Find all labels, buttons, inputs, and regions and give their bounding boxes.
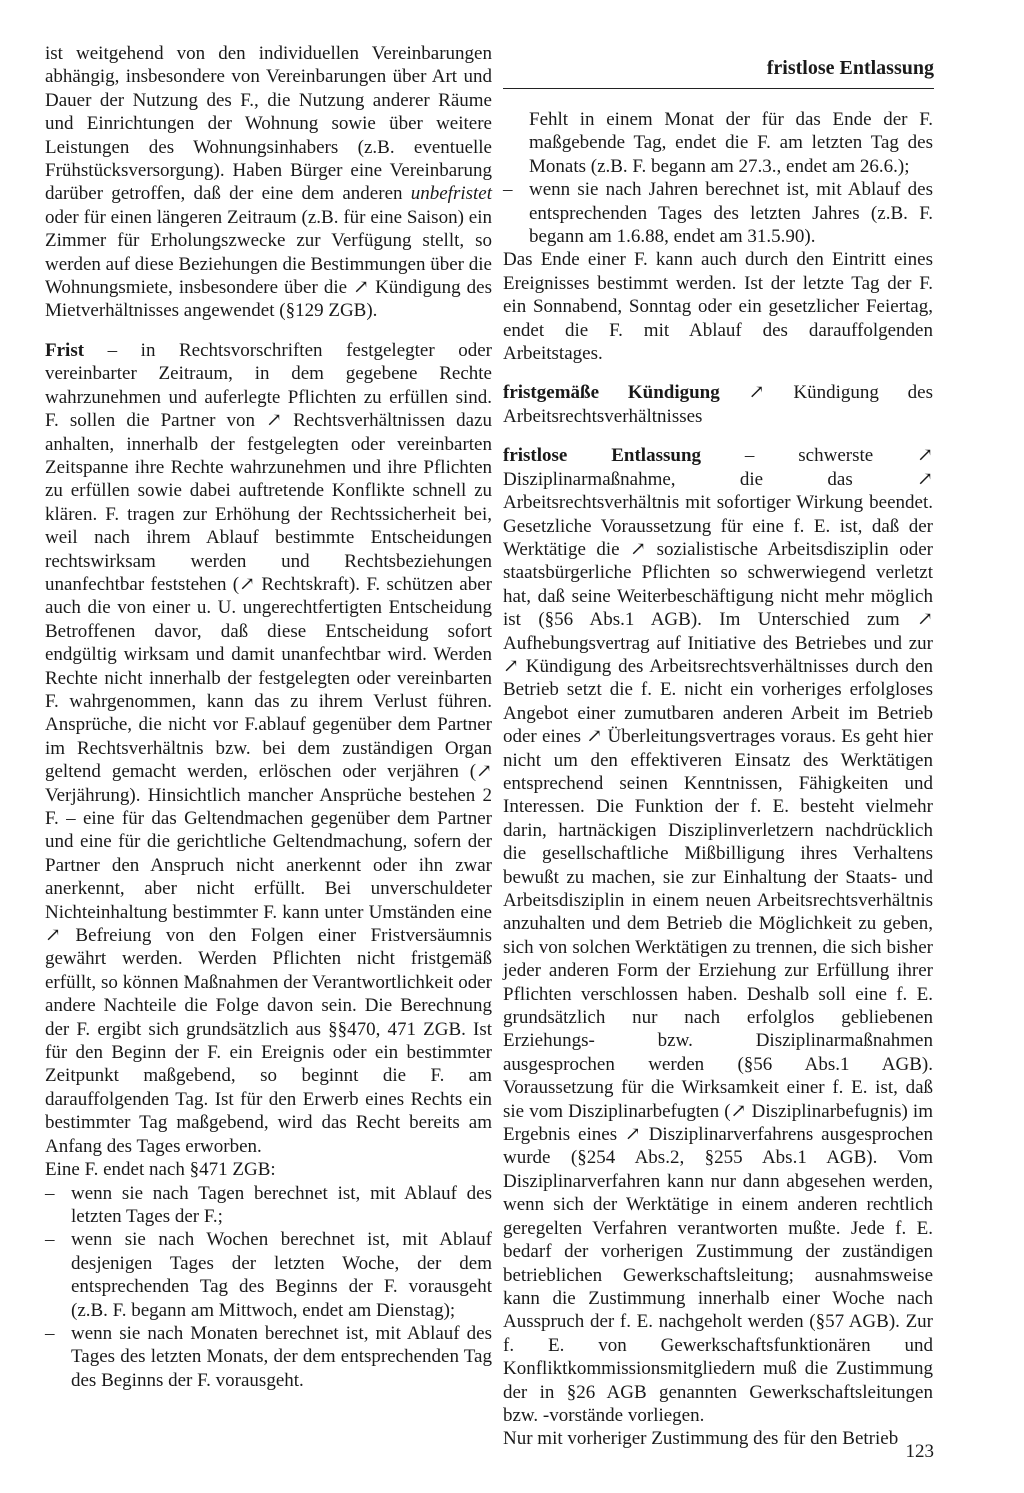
header-rule xyxy=(503,88,934,89)
spacer xyxy=(503,428,933,444)
page-number: 123 xyxy=(905,1441,934,1462)
paragraph-end-of-period: Das Ende einer F. kann auch durch den Eintritt eines Ereignisses bestimmt werden. Ist der letzte Tag der F. ein Sonnabend, Sonntag oder ein gesetzlicher Feiertag, endet die F. mit Ablauf des darauffolgenden Arbeitstages. xyxy=(503,249,933,365)
entry-fristlose-entlassung xyxy=(503,444,933,1427)
entry-body-fristlose-entlassung: – schwerste ↗ Disziplinarmaßnahme, die das ↗ Arbeitsrechtsverhältnis mit sofortiger Wirkung beendet. Gesetzliche Voraussetzung für eine f. E. ist, daß der Werktätige die ↗ sozialistische Arbeitsdisziplin oder staatsbürgerliche Pflichten so schwerwiegend verletzt hat, daß seine Weiterbeschäftigung nicht mehr möglich ist (§56 Abs.1 AGB). Im Unterschied zum ↗ Aufhebungsvertrag auf Initiative des Betriebes und zur ↗ Kündigung des Arbeitsrechtsverhältnisses durch den Betrieb setzt die f. E. nicht ein vorheriges erfolgloses Angebot einer zumutbaren anderen Arbeit im Betrieb oder eines ↗ Überleitungsvertrages voraus. Es geht hier nicht um den effektiveren Einsatz des Werktätigen entsprechend seinen Kenntnissen, Fähigkeiten und Interessen. Die Funktion der f. E. besteht vielmehr darin, hartnäckigen Disziplinverletzern nachdrücklich die gesellschaftliche Mißbilligung ihres Verhaltens bewußt zu machen, sie zur Einhaltung der Staats- und Arbeitsdisziplin in einem neuen Arbeitsrechtsverhältnis anzuhalten und dem Betrieb die Möglichkeit zu geben, sich von solchen Werktätigen zu trennen, die sich bisher jeder anderen Form der Erziehung zur Erfüllung ihrer Pflichten verschlossen haben. Deshalb soll eine f. E. grundsätzlich nur nach erfolglos gebliebenen Erziehungs- bzw. Disziplinarmaßnahmen ausgesprochen werden (§56 Abs.1 AGB). Voraussetzung für die Wirksamkeit einer f. E. ist, daß sie vom Disziplinarbefugten (↗ Disziplinarbefugnis) im Ergebnis eines ↗ Disziplinarverfahrens ausgesprochen wurde (§254 Abs.2, §255 Abs.1 AGB). Vom Disziplinarverfahren kann nur dann abgesehen werden, wenn sich der Werktätige in einem anderen rechtlich geregelten Verfahren verantworten mußte. Jede f. E. bedarf der vorherigen Zustimmung der zuständigen betrieblichen Gewerkschaftsleitung; ausnahmsweise kann die Zustimmung innerhalb einer Woche nach Ausspruch der f. E. nachgeholt werden (§57 AGB). Zur f. E. von Gewerkschaftsfunktionären und Konfliktkommissionsmitgliedern muß die Zustimmung der in §26 AGB genannten Gewerkschaftsleitungen bzw. -vorstände vorliegen. xyxy=(503,445,933,1426)
spacer xyxy=(45,323,492,339)
end-rules-list xyxy=(45,1182,492,1393)
end-rules-list-continued xyxy=(503,178,933,248)
list-item-continuation: Fehlt in einem Monat der für das Ende der F. maßgebende Tag, endet die F. am letzten Tag des Monats (z.B. F. begann am 27.3., endet am 26.6.); xyxy=(529,109,933,177)
list-item: – wenn sie nach Jahren berechnet ist, mit Ablauf des entsprechenden Tages des letzten Jahres (z.B. F. begann am 1.6.88, endet am 31.5.90). xyxy=(503,178,933,248)
running-head: fristlose Entlassung xyxy=(766,57,934,79)
emphasis-unbefristet: unbefristet xyxy=(410,183,493,205)
entry-term-fristgemaesse-kuendigung: fristgemäße Kündigung xyxy=(503,382,720,404)
list-item: – wenn sie nach Monaten berechnet ist, mit Ablauf des Tages des letzten Monats, der dem entsprechenden Tag des Beginns der F. vorausgeht. xyxy=(45,1322,492,1392)
left-column xyxy=(45,42,492,1392)
paragraph-text-b: oder für einen längeren Zeitraum (z.B. für eine Saison) ein Zimmer für Erholungszwecke zur Verfügung stellt, so werden auf diese Beziehungen die Bestimmungen über die Wohnungsmiete, insbesondere über die ↗ Kündigung des Mietverhältnisses angewendet (§129 ZGB). xyxy=(45,206,492,322)
paragraph-last: Nur mit vorheriger Zustimmung des für den Betrieb xyxy=(503,1428,899,1450)
list-intro: Eine F. endet nach §471 ZGB: xyxy=(45,1159,276,1181)
entry-term-fristlose-entlassung: fristlose Entlassung xyxy=(503,445,702,467)
right-column xyxy=(503,108,933,1451)
entry-term-frist: Frist xyxy=(45,339,85,361)
list-item: – wenn sie nach Wochen berechnet ist, mit Ablauf desjenigen Tages der letzten Woche, der dem entsprechenden Tag des Beginns der F. vorausgeht (z.B. F. begann am Mittwoch, endet am Dienstag); xyxy=(45,1228,492,1322)
continued-paragraph xyxy=(45,42,492,323)
entry-fristgemaesse-kuendigung xyxy=(503,381,933,428)
entry-body-frist: – in Rechtsvorschriften festgelegter oder vereinbarter Zeitraum, in dem gegebene Rechte wahrzunehmen und auferlegte Pflichten zu erfüllen sind. F. sollen die Partner von ↗ Rechtsverhältnissen dazu anhalten, innerhalb der festgelegten oder vereinbarten Zeitspanne ihre Rechte wahrzunehmen und ihre Pflichten zu erfüllen sowie dabei auftretende Konflikte schnell zu klären. F. tragen zur Erhöhung der Rechtssicherheit bei, weil nach ihrem Ablauf bestimmte Entscheidungen rechtswirksam werden und Rechtsbeziehungen unanfechtbar feststehen (↗ Rechtskraft). F. schützen aber auch die von einer u. U. ungerechtfertigten Entscheidung Betroffenen davor, daß diese Entscheidung sofort endgültig wirksam und damit unanfechtbar wird. Werden Rechte nicht innerhalb der festgelegten oder vereinbarten F. wahrgenommen, kann das zu ihrem Verlust führen. Ansprüche, die nicht vor F.ablauf gegenüber dem Partner im Rechtsverhältnis bzw. bei dem zuständigen Organ geltend gemacht werden, erlöschen oder verjähren (↗ Verjährung). Hinsichtlich mancher Ansprüche bestehen 2 F. – eine für das Geltendmachen gegenüber dem Partner und eine für die gerichtliche Geltendmachung, sofern der Partner den Anspruch nicht anerkennt oder ihn zwar anerkennt, aber nicht erfüllt. Bei unverschuldeter Nichteinhaltung bestimmter F. kann unter Umständen eine ↗ Befreiung von den Folgen einer Fristversäumnis gewährt werden. Werden Pflichten nicht fristgemäß erfüllt, so können Maßnahmen der Verantwortlichkeit oder andere Nachteile die Folge davon sein. Die Berechnung der F. ergibt sich grundsätzlich aus §§470, 471 ZGB. Ist für den Beginn der F. ein Ereignis oder ein bestimmter Zeitpunkt maßgebend, so beginnt die F. am darauffolgenden Tag. Ist für den Erwerb eines Rechts ein bestimmter Tag maßgebend, wird das Recht bereits am Anfang des Tages erworben. xyxy=(45,339,493,1157)
paragraph-text-a: ist weitgehend von den individuellen Vereinbarungen abhängig, insbesondere von Vereinbarungen über Art und Dauer der Nutzung des F., die Nutzung anderer Räume und Einrichtungen der Wohnung sowie über weitere Leistungen des Wohnungsinhabers (z.B. eventuelle Frühstücksversorgung). Haben Bürger eine Vereinbarung darüber getroffen, daß der eine dem anderen xyxy=(45,43,492,205)
entry-frist xyxy=(45,339,492,1158)
cross-reference: ↗ Kündigung des Arbeitsrechtsverhältnisses xyxy=(503,382,934,427)
list-item: – wenn sie nach Tagen berechnet ist, mit Ablauf des letzten Tages der F.; xyxy=(45,1182,492,1229)
spacer xyxy=(503,365,933,381)
